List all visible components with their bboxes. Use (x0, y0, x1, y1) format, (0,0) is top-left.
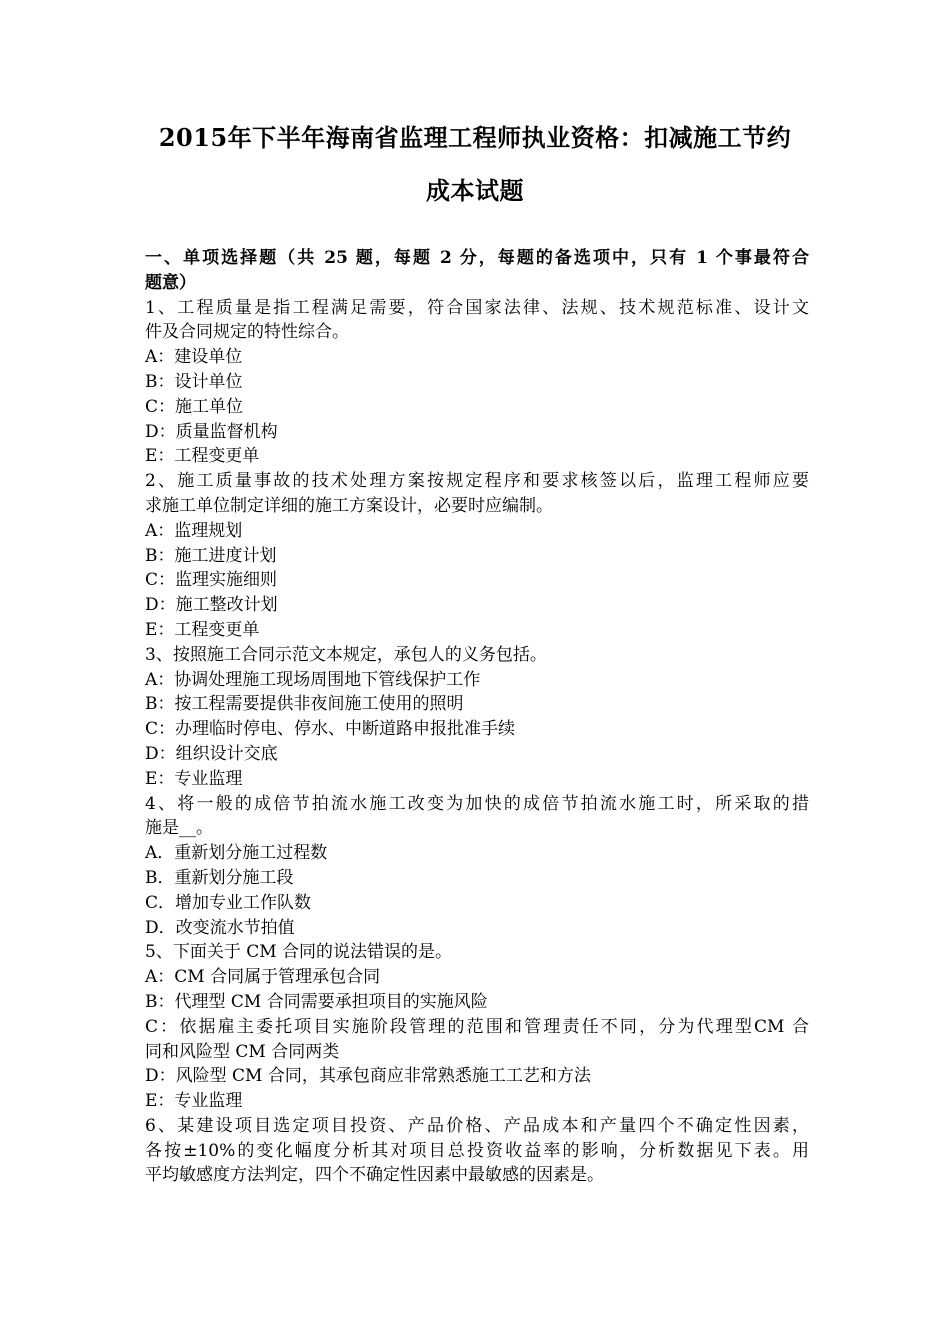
question-5-option-c: C：依据雇主委托项目实施阶段管理的范围和管理责任不同，分为代理型CM 合 (145, 1016, 809, 1037)
question-3-option-c: C：办理临时停电、停水、中断道路申报批准手续 (145, 719, 516, 740)
question-2-option-a: A：监理规划 (145, 520, 243, 541)
question-3-option-a: A：协调处理施工现场周围地下管线保护工作 (145, 669, 481, 690)
question-4-option-a: A．重新划分施工过程数 (145, 843, 328, 864)
question-4-option-c: C．增加专业工作队数 (145, 892, 312, 913)
question-3-option-b: B：按工程需要提供非夜间施工使用的照明 (145, 694, 464, 715)
question-5-option-d: D：风险型 CM 合同，其承包商应非常熟悉施工工艺和方法 (145, 1066, 591, 1087)
question-1-option-e: E：工程变更单 (145, 446, 260, 467)
question-4-text-continued: 施是__。 (145, 818, 213, 839)
question-6-text: 6、某建设项目选定项目投资、产品价格、产品成本和产量四个不确定性因素， (145, 1115, 809, 1136)
document-title-line-1: 2015年下半年海南省监理工程师执业资格：扣减施工节约 (158, 123, 792, 152)
question-2-option-c: C：监理实施细则 (145, 570, 278, 591)
question-4-option-b: B．重新划分施工段 (145, 867, 294, 888)
document-title-line-2: 成本试题 (426, 176, 524, 205)
question-1-text: 1、工程质量是指工程满足需要，符合国家法律、法规、技术规范标准、设计文 (145, 297, 809, 318)
question-5-option-e: E：专业监理 (145, 1091, 243, 1112)
question-6-text-end: 平均敏感度方法判定，四个不确定性因素中最敏感的因素是。 (145, 1165, 604, 1186)
question-2-option-b: B：施工进度计划 (145, 545, 277, 566)
question-1-option-b: B：设计单位 (145, 371, 243, 392)
section-heading-continued: 题意） (145, 272, 196, 293)
question-1-option-a: A：建设单位 (145, 347, 243, 368)
question-3-text: 3、按照施工合同示范文本规定，承包人的义务包括。 (145, 644, 547, 665)
question-6-text-continued: 各按±10%的变化幅度分析其对项目总投资收益率的影响，分析数据见下表。用 (145, 1140, 809, 1161)
question-1-option-c: C：施工单位 (145, 396, 244, 417)
question-5-option-c-continued: 同和风险型 CM 合同两类 (145, 1041, 340, 1062)
question-5-option-b: B：代理型 CM 合同需要承担项目的实施风险 (145, 991, 488, 1012)
question-3-option-e: E：专业监理 (145, 768, 243, 789)
question-2-option-e: E：工程变更单 (145, 619, 260, 640)
question-1-option-d: D：质量监督机构 (145, 421, 278, 442)
question-3-option-d: D：组织设计交底 (145, 743, 278, 764)
question-2-option-d: D：施工整改计划 (145, 595, 278, 616)
question-5-option-a: A：CM 合同属于管理承包合同 (145, 967, 381, 988)
question-1-text-continued: 件及合同规定的特性综合。 (145, 322, 349, 343)
question-4-text: 4、将一般的成倍节拍流水施工改变为加快的成倍节拍流水施工时，所采取的措 (145, 793, 809, 814)
question-2-text: 2、施工质量事故的技术处理方案按规定程序和要求核签以后，监理工程师应要 (145, 471, 809, 492)
document-body (145, 246, 809, 1188)
question-4-option-d: D．改变流水节拍值 (145, 917, 295, 938)
question-5-text: 5、下面关于 CM 合同的说法错误的是。 (145, 942, 453, 963)
section-heading: 一、单项选择题（共 25 题，每题 2 分，每题的备选项中，只有 1 个事最符合 (145, 248, 809, 268)
question-2-text-continued: 求施工单位制定详细的施工方案设计，必要时应编制。 (145, 495, 553, 516)
